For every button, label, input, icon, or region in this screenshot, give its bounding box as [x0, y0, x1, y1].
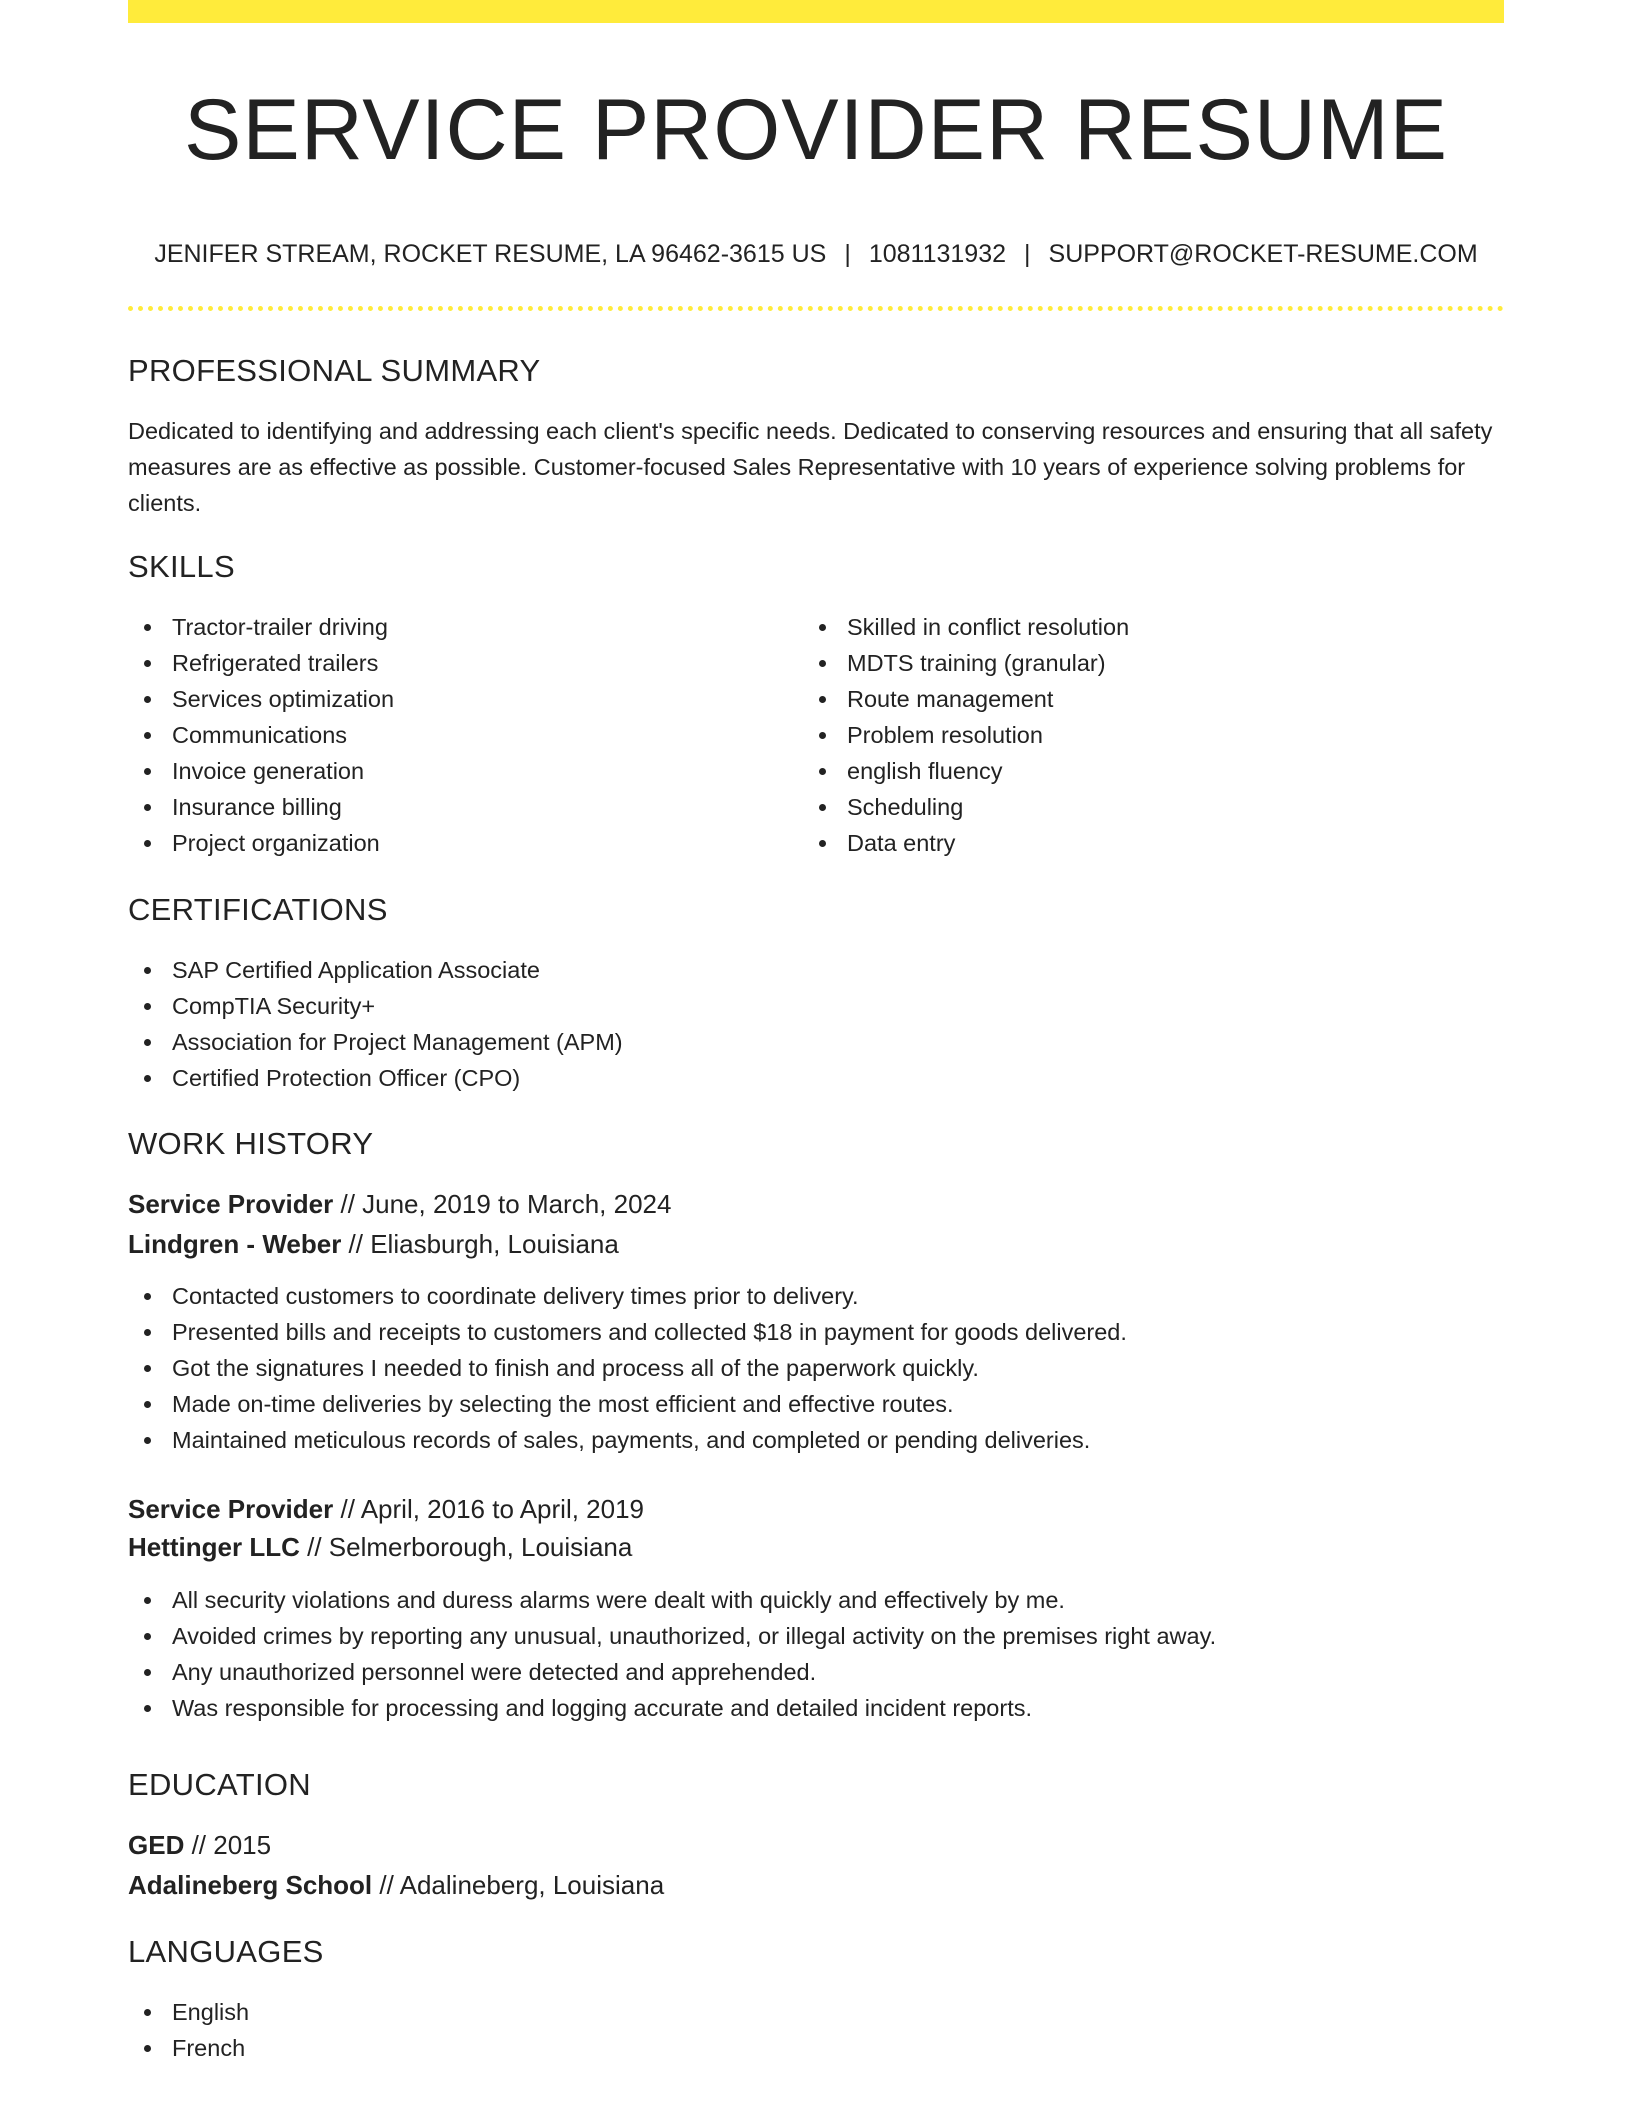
- contact-phone: 1081131932: [868, 240, 1007, 268]
- education-degree: GED: [128, 1830, 185, 1860]
- language-item: French: [128, 2030, 249, 2066]
- contact-separator: |: [844, 240, 851, 268]
- languages-list: [128, 1994, 249, 2066]
- job-dates: // April, 2016 to April, 2019: [340, 1494, 645, 1524]
- contact-address: JENIFER STREAM, ROCKET RESUME, LA 96462-3615 US: [154, 240, 827, 268]
- skill-item: MDTS training (granular): [803, 645, 1129, 681]
- certifications-heading: CERTIFICATIONS: [128, 892, 388, 927]
- job-dates: // June, 2019 to March, 2024: [340, 1189, 672, 1219]
- education-year: // 2015: [191, 1830, 272, 1860]
- dotted-divider: [128, 306, 1504, 311]
- job-location: // Selmerborough, Louisiana: [307, 1532, 633, 1562]
- job-bullet: Any unauthorized personnel were detected and apprehended.: [128, 1654, 1216, 1690]
- summary-text: Dedicated to identifying and addressing each client's specific needs. Dedicated to conserving resources and ensuring that all safety measures are as effective as possible. Customer-focused Sales Representative with 10 years of experience solving problems for clients.: [128, 418, 1493, 516]
- skill-item: Project organization: [128, 825, 394, 861]
- skill-item: Insurance billing: [128, 789, 394, 825]
- education-degree-line: [128, 1826, 271, 1864]
- contact-line: [128, 236, 1504, 272]
- education-heading: EDUCATION: [128, 1767, 311, 1802]
- certification-item: Certified Protection Officer (CPO): [128, 1060, 623, 1096]
- skills-list-left: [128, 609, 394, 861]
- job-bullet: Contacted customers to coordinate delivery times prior to delivery.: [128, 1278, 1127, 1314]
- job-bullet: Avoided crimes by reporting any unusual, unauthorized, or illegal activity on the premises right away.: [128, 1618, 1216, 1654]
- skill-item: Tractor-trailer driving: [128, 609, 394, 645]
- summary-heading: PROFESSIONAL SUMMARY: [128, 353, 541, 388]
- job-bullet: Presented bills and receipts to customers and collected $18 in payment for goods delivered.: [128, 1314, 1127, 1350]
- job-bullet: Was responsible for processing and logging accurate and detailed incident reports.: [128, 1690, 1216, 1726]
- skill-item: Data entry: [803, 825, 1129, 861]
- job-bullet: Maintained meticulous records of sales, payments, and completed or pending deliveries.: [128, 1422, 1127, 1458]
- education-location: // Adalineberg, Louisiana: [379, 1870, 665, 1900]
- education-school-line: [128, 1866, 664, 1904]
- skills-heading: SKILLS: [128, 549, 235, 584]
- top-accent-bar: [128, 0, 1504, 23]
- certification-item: SAP Certified Application Associate: [128, 952, 623, 988]
- job-title-line: [128, 1185, 671, 1223]
- skill-item: english fluency: [803, 753, 1129, 789]
- job-company: Hettinger LLC: [128, 1532, 300, 1562]
- skill-item: Services optimization: [128, 681, 394, 717]
- job-bullet: Made on-time deliveries by selecting the most efficient and effective routes.: [128, 1386, 1127, 1422]
- work-history-heading: WORK HISTORY: [128, 1126, 374, 1161]
- contact-email: SUPPORT@ROCKET-RESUME.COM: [1048, 240, 1478, 268]
- skill-item: Route management: [803, 681, 1129, 717]
- job-title-line: [128, 1490, 644, 1528]
- job-location: // Eliasburgh, Louisiana: [348, 1229, 619, 1259]
- skill-item: Refrigerated trailers: [128, 645, 394, 681]
- language-item: English: [128, 1994, 249, 2030]
- job-company-line: [128, 1528, 632, 1566]
- skill-item: Invoice generation: [128, 753, 394, 789]
- certifications-list: [128, 952, 623, 1096]
- job-bullet: All security violations and duress alarms were dealt with quickly and effectively by me.: [128, 1582, 1216, 1618]
- skills-list-right: [803, 609, 1129, 861]
- job-role: Service Provider: [128, 1494, 334, 1524]
- skill-item: Scheduling: [803, 789, 1129, 825]
- certification-item: CompTIA Security+: [128, 988, 623, 1024]
- education-school: Adalineberg School: [128, 1870, 373, 1900]
- certification-item: Association for Project Management (APM): [128, 1024, 623, 1060]
- skill-item: Skilled in conflict resolution: [803, 609, 1129, 645]
- job-bullets: [128, 1582, 1216, 1726]
- job-bullet: Got the signatures I needed to finish and process all of the paperwork quickly.: [128, 1350, 1127, 1386]
- job-bullets: [128, 1278, 1127, 1458]
- job-company: Lindgren - Weber: [128, 1229, 342, 1259]
- job-role: Service Provider: [128, 1189, 334, 1219]
- skill-item: Problem resolution: [803, 717, 1129, 753]
- languages-heading: LANGUAGES: [128, 1934, 324, 1969]
- skill-item: Communications: [128, 717, 394, 753]
- job-company-line: [128, 1225, 619, 1263]
- contact-separator: |: [1024, 240, 1031, 268]
- resume-title: SERVICE PROVIDER RESUME: [184, 82, 1448, 178]
